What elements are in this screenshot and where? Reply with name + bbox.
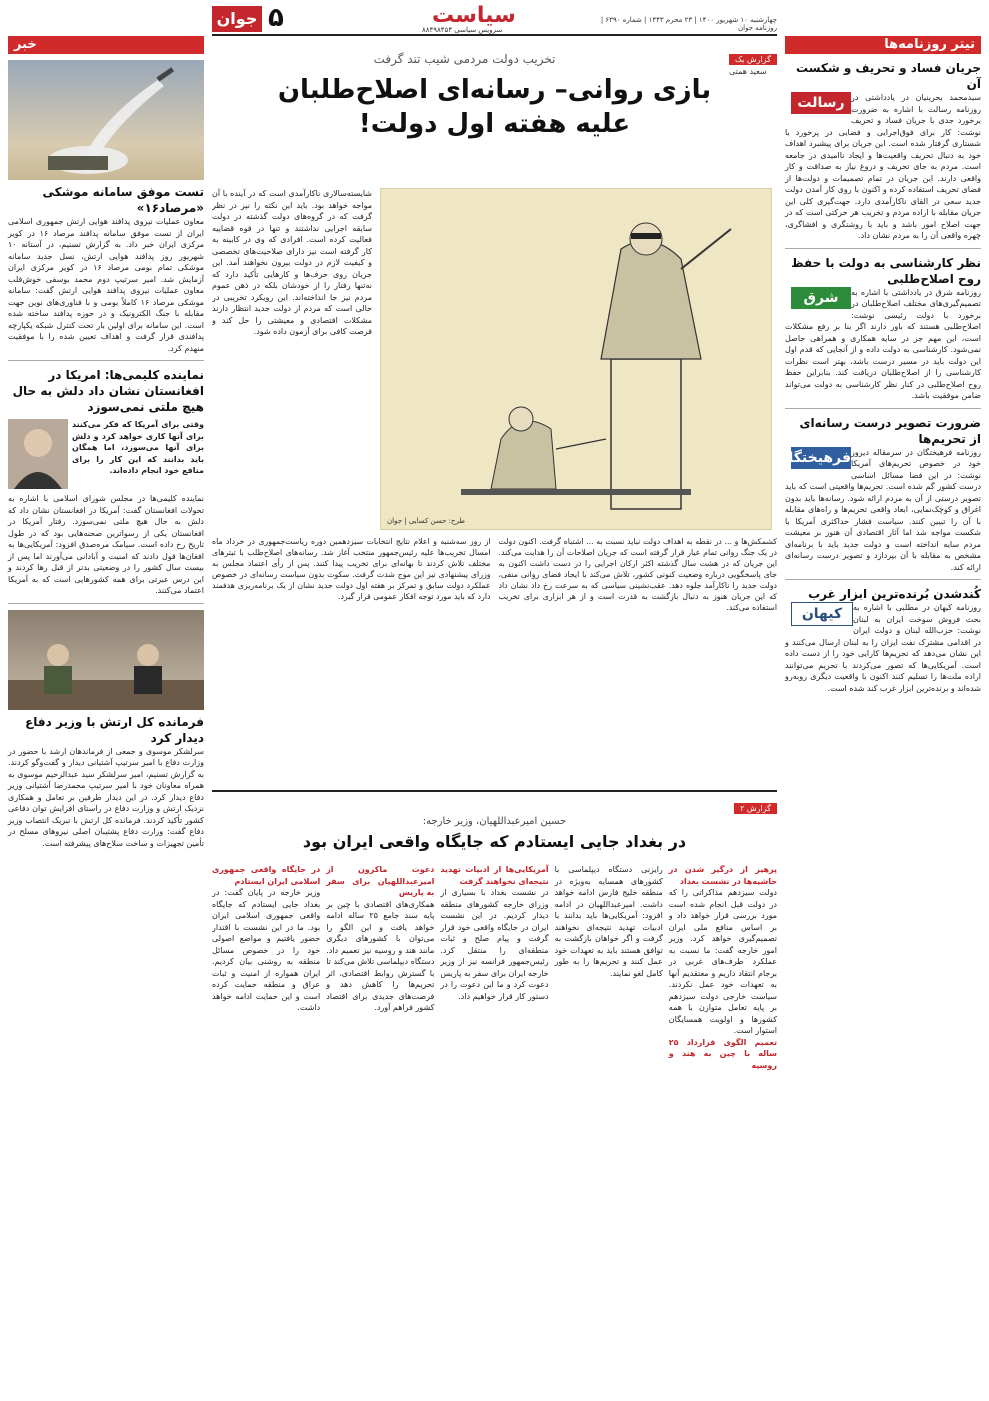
second-article (212, 790, 777, 1393)
news1-body: معاون عملیات نیروی پدافند هوایی ارتش جمهوری اسلامی ایران از تست موفق سامانه پدافند مرصاد ۱۶ در کویر مرکزی ایران خبر داد. به گزارش تسنیم، در آستانه ۱۰ شهریور روز پدافند هوایی ارتش، نسل جدید سامانه موشکی تمام بومی مرصاد ۱۶ در کویر مرکزی ایران آزمایش شد. امیر سرتیپ دوم محمد یوسفی خوش‌قلب معاون عملیات نیروی پدافند هوایی ارتش گفت: سامانه موشکی مرصاد ۱۶ کاملاً بومی و با فناوری‌های نوین جهت مقابله با جنگ الکترونیک و در حوزه پدافند ساخته شده است. این سامانه برای اولین بار تحت کنترل شبکه یکپارچه پدافندی قرار گرفت و اهداف تعیین شده را با موفقیت منهدم کرد. (8, 217, 205, 353)
missile-launch-icon (8, 60, 204, 180)
item3-source-logo: فرهیختگان (791, 447, 851, 469)
meeting-scene-icon (8, 610, 204, 710)
news3-title: فرمانده کل ارتش با وزیر دفاع دیدار کرد (25, 714, 204, 745)
second-columns (212, 864, 777, 1389)
main-bottom-columns (212, 536, 777, 781)
second-col-4 (326, 864, 434, 1389)
cartoon (380, 188, 772, 530)
second-col-1 (669, 864, 777, 1389)
right-column (776, 60, 981, 1393)
news3-body: سرلشکر موسوی و جمعی از فرماندهان ارشد با حضور در وزارت دفاع با امیر سرتیپ آشتیانی دیدار و گفت‌وگو کردند. به گزارش تسنیم، امیر سرلشکر سید عبدالرحیم موسوی به همراه معاونان خود با امیر سرتیپ محمدرضا آشتیانی وزیر دفاع دیدار کرد. در این دیدار طرفین بر تعامل و همکاری نزدیک ارتش و وزارت دفاع در راستای افزایش توان دفاعی کشور تأکید کردند. فرمانده کل ارتش با تبریک انتصاب وزیر دفاع گفت: وزارت دفاع پشتیبان اصلی نیروهای مسلح در تأمین تجهیزات و ساخت سلاح‌های پیشرفته است. (8, 746, 204, 848)
second-col-5-body: وزیر خارجه در پایان گفت: در بغداد جایی ایستادم که جایگاه واقعی جمهوری اسلامی ایران بود. ما در این نشست با اقتدار حضور یافتیم و مواضع اصولی خود را در خصوص مسائل منطقه به روشنی بیان کردیم. ایران همواره از امنیت و ثبات عراق و منطقه حمایت کرده است و این حمایت ادامه خواهد داشت. (212, 888, 321, 1012)
item4-source-logo: کیهان (791, 602, 853, 626)
main-section (212, 38, 777, 1393)
missile-photo (8, 60, 204, 180)
news2-body: نماینده کلیمی‌ها در مجلس شورای اسلامی با اشاره به تحولات افغانستان گفت: آمریکا در افغانستان نشان داد که دلش به حال هیچ ملتی نمی‌سوزد. رفتار آمریکا در افغانستان یکی از رسواترین صحنه‌هایی بود که در طول تاریخ رخ داده است. سیامک مره‌صدق افزود: آمریکایی‌ها به افغان‌ها قول دادند که امنیت و آبادانی می‌آورند اما پس از بیست سال کشور را در وضعیتی بدتر از قبل رها کردند و این درس عبرتی برای همه کشورهایی است که به آمریکا اعتماد می‌کنند. (8, 494, 204, 595)
main-col-3: از روز سه‌شنبه و اعلام نتایج انتخابات سیزدهمین دوره ریاست‌جمهوری در خرداد ماه امسال تخریب‌ها علیه رئیس‌جمهور منتخب آغاز شد. رسانه‌های اصلاح‌طلب با تیترهای مختلف تلاش کردند تا بهانه‌ای برای تخریب پیدا کنند. پس از رأی اعتماد مجلس به وزرای پیشنهادی نیز این موج شدت گرفت. سکوت بدون سیاست رسانه‌ای در خصوص عملکرد دولت سابق و تمرکز بر هفته اول دولت جدید نشان از یک برنامه‌ریزی هدفمند دارد که باید مورد توجه افکار عمومی قرار گیرد. (212, 537, 491, 601)
cartoon-drawing-icon (381, 189, 771, 529)
person-icon (8, 419, 68, 489)
section-title: سیاست (432, 3, 516, 28)
item4-title: کُندشدن بُرنده‌ترین ابزار غرب (808, 587, 981, 601)
report-tag: گزارش یک (729, 54, 777, 65)
mp-portrait (8, 419, 68, 489)
kicker: تخریب دولت مردمی شیب تند گرفت (373, 52, 556, 66)
subhead-4: دعوت ماکرون از امیرعبداللهیان برای سفر به پاریس (326, 865, 435, 897)
subhead-1: پرهیز از درگیر شدن در حاشیه‌ها در نشست بغداد (668, 865, 777, 886)
section-subtitle: سرویس سیاسی ۸۸۴۹۸۴۵۴ (422, 26, 503, 34)
second-col-2 (555, 864, 663, 1389)
headline-line1: بازی روانی– رسانه‌ای اصلاح‌طلبان (277, 75, 712, 105)
headline-line2: علیه هفته اول دولت! (358, 109, 631, 139)
item2-title: نظر کارشناسی به دولت با حفظ روح اصلاح‌طلبی (791, 255, 981, 286)
subhead-5: در جایگاه واقعی جمهوری اسلامی ایران ایستادم (212, 865, 321, 886)
left-column-header: خبر (8, 36, 204, 54)
right-column-header: تیتر روزنامه‌ها (785, 36, 981, 54)
item3-body: روزنامه فرهیختگان در سرمقاله دیروز خود در خصوص تحریم‌های آمریکا نوشت: در این فضا مسائل اساسی درست کشور گم شده است. تحریم‌ها واقعیتی است که باید تصویر درستی از آن به مردم ارائه شود. رسانه‌ها باید بدون اغراق و کوچک‌نمایی، ابعاد واقعی تحریم‌ها و راه‌های مقابله با آن را تبیین کنند. سیاست فشار حداکثری آمریکا با شکست مواجه شد اما آثار اقتصادی آن هنوز بر معیشت مردم سایه انداخته است و دولت جدید باید با برنامه‌ای مشخص به مقابله با آن بپردازد و تصویر درست رسانه‌ای ارائه کند. (785, 447, 981, 572)
news2-quote: وقتی برای آمریکا که فکر می‌کنند برای آنها کاری خواهد کرد و دلش برای آنها می‌سوزد، اما همگان باید بدانند که این کار را برای منافع خود انجام داده‌اند. (72, 420, 204, 475)
left-column (8, 60, 204, 1393)
meeting-photo (8, 610, 204, 710)
second-kicker: حسین امیرعبداللهیان، وزیر خارجه: (422, 816, 567, 827)
item3-title: ضرورت تصویر درست رسانه‌ای از تحریم‌ها (799, 415, 981, 446)
subhead-2: تعمیم الگوی قرارداد ۲۵ ساله با چین به هند و روسیه (668, 1037, 777, 1070)
item2-body: روزنامه شرق در یادداشتی با اشاره به تصمیم‌گیری‌های مختلف اصلاح‌طلبان در برخورد با دولت رئیسی نوشت: اصلاح‌طلبی هستند که باور دارند اگر بنا بر رفع مشکلات است، این مهم جز در سایه همکاری و همراهی حاصل نمی‌شود. کارشناسی به دولت داده و از آنجایی که قدم اول این دولت باید در مسیر درست باشد، بهتر است نظرات کارشناسی را از اصلاح‌طلبان دریافت کند. بنابراین حفظ روح اصلاح‌طلبی در کنار نظر کارشناسی به دولت می‌تواند ضامن موفقیت باشد. (785, 287, 981, 400)
item4-body: روزنامه کیهان در مطلبی با اشاره به بحث فروش سوخت ایران به لبنان نوشت: حزب‌الله لبنان و دولت ایران در اقدامی مشترک نفت ایران را به لبنان ارسال می‌کنند و این نشان می‌دهد که تحریم‌ها کارایی خود را از دست داده است. آمریکایی‌ها که تصور می‌کردند با تحریم می‌توانند اراده ملت‌ها را تسلیم کنند اکنون با واقعیت دیگری روبه‌رو شده‌اند و برنده‌ترین ابزار غرب کند شده است. (785, 603, 981, 693)
main-col-2: کشمکش‌ها و ... در نقطه به اهداف دولت نباید نسبت به ... اشتباه گرفت. اکنون دولت در یک جنگ روانی تمام عیار قرار گرفته است که جریان اصلاحات آن را هدایت می‌کند. این جریان که در هشت سال گذشته اکثر ارکان اجرایی را در دست داشت اکنون به جای پاسخگویی درباره وضعیت کنونی کشور، تلاش می‌کند با ایجاد فضای روانی منفی، دولت جدید را ناکارآمد جلوه دهد. عقب‌نشینی سیاسی که به سرعت رخ داد نشان داد که این جریان هنوز به دنبال بازگشت به قدرت است و از هر ابزاری برای تخریب استفاده می‌کند. (498, 537, 777, 612)
news1-title: تست موفق سامانه موشکی «مرصاد۱۶» (42, 185, 204, 215)
second-col-2-body: رایزنی دستگاه دیپلماسی با کشورهای همسایه به‌ویژه در منطقه خلیج فارس ادامه خواهد داشت. امیرعبداللهیان در ادامه افزود: آمریکایی‌ها باید بدانند با ادبیات تهدید نتیجه‌ای نخواهند گرفت و اگر خواهان بازگشت به توافق هستند باید به تعهدات خود عمل کنند و تحریم‌ها را به طور کامل لغو نمایند. (554, 865, 663, 978)
second-col-3-body: در نشست بغداد با بسیاری از وزرای خارجه کشورهای منطقه دیدار کردیم. در این نشست ایران در جایگاه واقعی خود قرار گرفت و پیام صلح و ثبات منطقه‌ای را منتقل کرد. رئیس‌جمهور فرانسه نیز از وزیر خارجه ایران برای سفر به پاریس دعوت کرد و ما این دعوت را در دستور کار قرار خواهیم داد. (440, 888, 549, 1001)
cartoon-caption: طرح: حسن کسایی | جوان (387, 517, 465, 525)
second-col-3 (440, 864, 548, 1389)
second-col-4-body: همکاری‌های اقتصادی با چین بر پایه سند جامع ۲۵ ساله ادامه خواهد یافت و این الگو را می‌توان با کشورهای دیگری مانند هند و روسیه نیز تعمیم داد. دستگاه دیپلماسی تلاش می‌کند تا با گسترش روابط اقتصادی، اثر تحریم‌ها را کاهش دهد و فرصت‌های جدیدی برای اقتصاد کشور فراهم آورد. (326, 899, 435, 1012)
page-number: ۵ (268, 3, 284, 33)
item1-body: سیدمحمد بحرینیان در یادداشتی در روزنامه رسالت با اشاره به ضرورت برخورد جدی با جریان فساد و تحریف نوشت: کار برای فوق‌اجرایی و فضایی در پرخورد با شستاری گرفتار شده است. این جریان برای پیشبرد اهداف خود به دنبال تحریف واقعیت‌ها و ایجاد ناامیدی در جامعه است. مردم به جای تحریف و دروغ نیاز به صداقت و کار واقعی دارند. این جریان در تمام تصمیمات و دولت‌ها از فضای تحریف استفاده کرده و اکنون با روی کار آمدن دولت جدید سعی در القای ناکارآمدی دارد. جهت‌گیری کلی این جریان مقابله با اراده مردم و تخریب هر حرکتی است که در جهت اصلاح امور باشد و باید با روشنگری و افشاگری، چهره واقعی آن را به مردم نشان داد. (785, 93, 981, 240)
date-line: چهارشنبه ۱۰ شهریور ۱۴۰۰ | ۲۳ محرم ۱۴۴۳ | شماره ۶۳۹۰ | روزنامه جوان (600, 16, 777, 32)
news2-title: نماینده کلیمی‌ها: امریکا در افغانستان نشان داد دلش به حال هیچ ملتی نمی‌سوزد (12, 368, 204, 414)
item1-source-logo: رسالت (791, 92, 851, 114)
author: سعید همتی (728, 67, 767, 76)
item1-title: جریان فساد و تحریف و شکست آن (795, 61, 981, 91)
paper-logo: جوان (212, 6, 262, 32)
report2-tag: گزارش ۲ (734, 803, 777, 814)
second-col-5 (212, 864, 320, 1389)
masthead (212, 3, 777, 36)
main-col-1: شایسته‌سالاری ناکارآمدی است که در آینده با آن مواجه خواهد بود. باید این نکته را نیز در نظر گرفت که در گروه‌های دولت گذشته در دولت سابقه اجرایی نداشتند و تنها در قوه قضاییه فعالیت کرده است. افرادی که وی در کابینه به کار گرفته است نیز دارای صلاحیت‌های تخصصی و کیفیت لازم در دولت بیرون نخواهند آمد. این جریان روی حرف‌ها و کارهایی تأکید دارد که نه‌تنها رفتار را از خودشان بلکه در ذهن عموم مردم نیز جا انداخته‌اند. این رویکرد تخریبی در حالی است که مردم از دولت جدید انتظار دارند مشکلات اقتصادی و معیشتی را حل کند و فرصت کافی برای آزمون داده شود. (212, 189, 372, 336)
subhead-3: آمریکایی‌ها از ادبیات تهدید نتیجه‌ای نخواهند گرفت (440, 865, 549, 886)
item2-source-logo: شرق (791, 287, 851, 309)
second-col-1-body: دولت سیزدهم مذاکراتی را که در دولت قبل انجام شده است مورد بررسی قرار خواهد داد و بر اساس منافع ملی ایران تصمیم‌گیری خواهد کرد. وزیر امور خارجه گفت: ما نسبت به عملکرد طرف‌های غربی در برجام انتقاد داریم و معتقدیم آنها به تعهدات خود عمل نکردند. سیاست خارجی دولت سیزدهم بر پایه تعامل متوازن با همه کشورها و اولویت همسایگان استوار است. (668, 888, 777, 1035)
second-headline: در بغداد جایی ایستادم که جایگاه واقعی ایران بود (302, 832, 687, 851)
